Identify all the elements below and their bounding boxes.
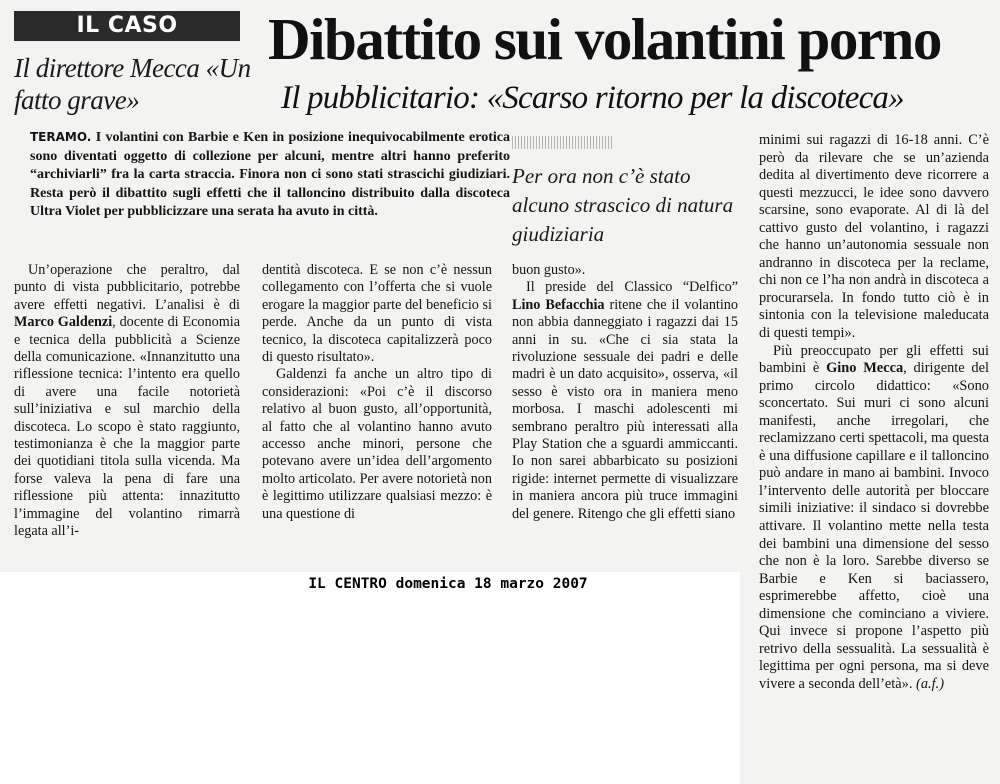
lead-paragraph (30, 128, 510, 222)
hatch-ornament (512, 136, 612, 149)
blank-area (0, 572, 740, 784)
paragraph: Un’operazione che peraltro, dal punto di vista pubblicitario, potrebbe avere effetti negativi. L’analisi è di Marco Galdenzi, docente di Economia e tecnica della pubblicità a Scienze della comunicazione. «Innanzitutto una riflessione tecnica: l’intento era quello di avere una facile notorietà sull’iniziativa e sul marchio della discoteca. Lo scopo è stato raggiunto, testimonianza è che la maggior parte dei quotidiani titola sulla vicenda. Ma forse valeva la pena di fare una riflessione più attenta: innazitutto l’immagine del volantino rimarrà legata all’i- (14, 262, 240, 540)
article-column-3 (512, 262, 738, 523)
person-name: Marco Galdenzi (14, 314, 113, 331)
subheadline: Il pubblicitario: «Scarso ritorno per la discoteca» (281, 80, 904, 116)
article-column-2 (262, 262, 492, 523)
article-column-4 (759, 132, 989, 694)
kicker: Il direttore Mecca «Un fatto grave» (14, 53, 251, 115)
lead-text: I volantini con Barbie e Ken in posizione inequivocabilmente erotica sono diventati oggetto di collezione per alcuni, mentre altri hanno preferito “archiviarli” fra la carta straccia. Finora non ci sono stati strascichi giudiziari. Resta però il dibattito sugli effetti che il talloncino distribuito dalla discoteca Ultra Violet per pubblicizzare una serata ha avuto in città. (30, 130, 510, 220)
person-name: Lino Befacchia (512, 296, 605, 313)
headline: Dibattito sui volantini porno (268, 6, 941, 72)
paragraph: minimi sui ragazzi di 16-18 anni. C’è però da rilevare che se un’azienda dedita al divertimento deve ricorrere a questi mezzucci, le idee sono davvero scarsine, sono evaporate. Al di là del cattivo gusto del volantino, i ragazzi che hanno un’autonomia sessuale non andranno in discoteca per la reclame, chi non ce l’ha non andrà in discoteca a procurarsela. In fondo tutto ciò è in sintonia con la televisione maleducata di questi tempi». (759, 132, 989, 342)
paragraph: buon gusto». (512, 262, 586, 278)
paragraph: Il preside del Classico “Delfico” Lino Befacchia ritene che il volantino non abbia danneggiato i ragazzi dai 15 anni in su. «Che ci sia stata la rivoluzione sessuale dei padri e delle madri è un dato acquisito», osserva, «il sesso è visto ora in maniera meno morbosa. I maschi adolescenti mi sembrano peraltro più interessati alla Play Station che a sguardi ammiccanti. Io non sarei abbarbicato su posizioni rigide: internet permette di visualizzare in maniera ancora più truce immagini del genere. Ritengo che gli effetti siano (512, 279, 738, 522)
pull-quote: Per ora non c’è stato alcuno strascico di natura giudiziaria (512, 164, 734, 246)
paragraph: Più preoccupato per gli effetti sui bambini è Gino Mecca, dirigente del primo circolo didattico: «Sono sconcertato. Sui muri ci sono alcuni manifesti, anche irregolari, che reclamizzano certi spettacoli, ma questa è una diffusione capillare e il talloncino può andare in mano ai bambini. Invoco l’intervento delle autorità per bloccare simili iniziative: il sindaco si dovrebbe attivare. Il volantino mette nella testa dei bambini una dimensione del sesso che non è la loro. Sarebbe diverso se Barbie e Ken si baciassero, esprimerebbe affetto, cioè una dimensione che cominciano a viviere. Qui invece si propone l’aspetto più retrivo della sessualità. La sessualità è legittima per ogni persona, ma si deve vivere a seconda dell’età». (a.f.) (759, 342, 989, 692)
person-name: Gino Mecca (826, 360, 904, 377)
section-badge: IL CASO (14, 11, 240, 41)
paragraph: dentità discoteca. E se non c’è nessun collegamento con l’offerta che si vuole erogare la maggior parte del beneficio si perde. Anche da un punto di vista tecnico, la discoteca capitalizzerà poco di questo risultato». (262, 262, 492, 366)
dateline: TERAMO. (30, 130, 92, 144)
source-caption: IL CENTRO domenica 18 marzo 2007 (308, 576, 588, 592)
author-signature: (a.f.) (916, 675, 945, 692)
paragraph: Galdenzi fa anche un altro tipo di considerazioni: «Poi c’è il discorso relativo al buon gusto, all’opportunità, al fatto che al volantino hanno avuto accesso anche minori, persone che potevano avere un’idea dell’argomento molto articolato. Per avere notorietà non è legittimo utilizzare qualsiasi mezzo: è una questione di (262, 366, 492, 522)
article-column-1 (14, 262, 240, 541)
